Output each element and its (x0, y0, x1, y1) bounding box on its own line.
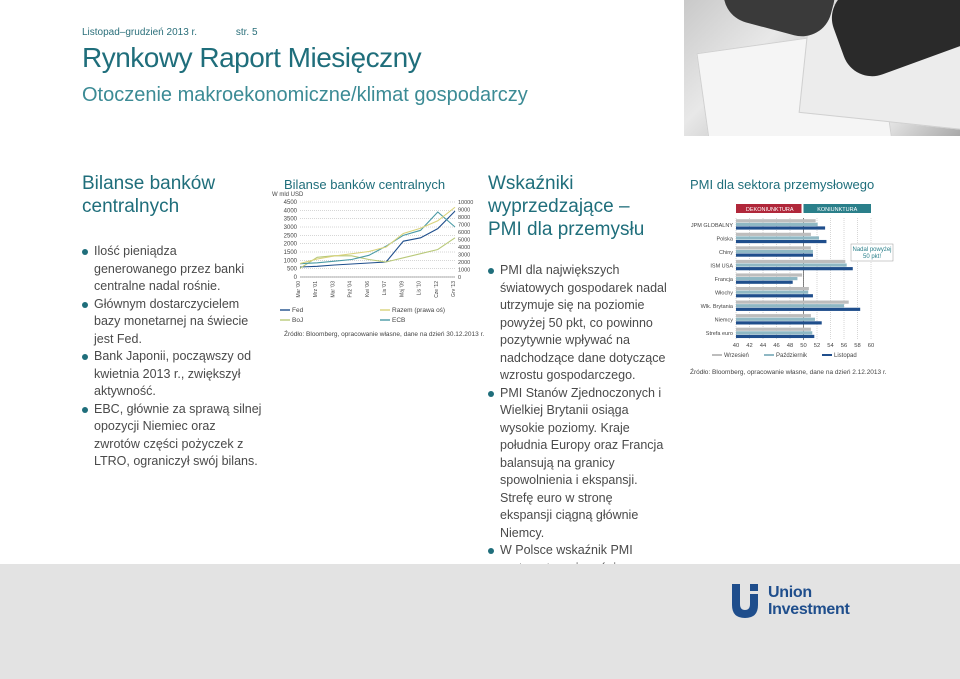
x-tick-label: 48 (786, 343, 794, 349)
section-heading-pmi: Wskaźniki wyprzedzające – PMI dla przemysłu (488, 173, 645, 240)
band-label: KONIUNKTURA (817, 207, 858, 213)
bar-październik (736, 277, 797, 280)
legend-label: BoJ (292, 317, 304, 324)
y2-tick-label: 2000 (458, 260, 471, 266)
x-tick-label: 40 (732, 343, 740, 349)
page-header-meta (82, 27, 294, 38)
category-label: Francja (714, 277, 733, 283)
bar-wrzesień (736, 233, 811, 236)
y-tick-label: 500 (286, 266, 297, 273)
legend-label: Wrzesień (724, 353, 749, 359)
union-investment-logo-icon (726, 580, 760, 620)
balances-bullet-list (82, 243, 262, 471)
x-tick-label: 54 (827, 343, 834, 349)
y2-tick-label: 3000 (458, 252, 471, 259)
list-item: W Polsce wskaźnik PMI (488, 542, 668, 577)
list-item: PMI dla największych światowych gospodarek nadal utrzymuje się na poziomie powyżej 50 pkt, co powinno pozytywnie wpływać na nadchodzące dane dotyczące wzrostu gospodarczego. (488, 262, 668, 385)
x-tick-label: Paź '04 (347, 281, 354, 298)
bar-wrzesień (736, 301, 849, 304)
band-label: DEKONIUNKTURA (745, 207, 794, 213)
x-tick-label: 58 (854, 343, 861, 349)
bar-wrzesień (736, 273, 802, 276)
x-tick-label: Mrz '01 (313, 281, 320, 298)
page-title: Rynkowy Raport Miesięczny (82, 42, 422, 73)
list-item: Głównym dostarczycielem bazy monetarnej na świecie jest Fed. (82, 296, 262, 349)
callout-text: 50 pkt! (862, 254, 882, 260)
y2-tick-label: 10000 (458, 200, 474, 206)
list-item: Bank Japonii, począwszy od kwietnia 2013 r., zwiększył aktywność. (82, 348, 262, 401)
bar-listopad (736, 254, 813, 257)
section-heading-balances: Bilanse banków centralnych (82, 173, 216, 217)
list-item: PMI Stanów Zjednoczonych i Wielkiej Brytanii osiąga wysokie poziomy. Kraje południa Europy oraz Francja balansują na granicy spowolnienia i ekspansji. Strefę euro w stronę ekspansji ciągną głównie Niemcy. (488, 385, 668, 543)
y-tick-label: 1500 (283, 250, 297, 256)
list-item: EBC, głównie za sprawą silnej opozycji Niemiec oraz zwrotów części pożyczek z LTRO, ograniczył swój bilans. (82, 401, 262, 471)
bar-wrzesień (736, 328, 811, 331)
x-tick-label: Lis '10 (416, 281, 423, 296)
series-line-4 (300, 207, 455, 263)
list-item: Ilość pieniądza generowanego przez banki centralne nadal rośnie. (82, 243, 262, 296)
x-tick-label: 60 (867, 343, 875, 349)
x-tick-label: Mar '00 (296, 281, 302, 298)
y-tick-label: 3000 (283, 225, 297, 231)
x-tick-label: 52 (813, 343, 821, 349)
legend-label: Razem (prawa oś) (392, 307, 446, 314)
bar-październik (736, 304, 844, 307)
logo-line-2: Investment (768, 601, 850, 618)
series-line-3 (300, 212, 455, 264)
x-tick-label: 50 (800, 343, 807, 349)
x-tick-label: Cze '12 (433, 281, 440, 298)
x-tick-label: Kwi '06 (364, 281, 371, 297)
bar-listopad (736, 321, 822, 324)
y-tick-label: 3500 (283, 216, 297, 223)
central-bank-balances-chart (270, 190, 480, 335)
callout-text: Nadal powyżej (852, 247, 892, 253)
page-subtitle: Otoczenie makroekonomiczne/klimat gospodarczy (82, 84, 528, 106)
x-tick-label: Mar '03 (330, 281, 337, 298)
y2-tick-label: 6000 (458, 230, 471, 236)
y-tick-label: 4000 (283, 208, 297, 215)
category-label: Włochy (714, 290, 733, 297)
y-tick-label: 0 (293, 275, 297, 281)
page-number: str. 5 (235, 27, 258, 38)
x-tick-label: 56 (840, 343, 848, 349)
y2-tick-label: 7000 (458, 222, 471, 229)
legend-label: Fed (292, 307, 304, 314)
y2-tick-label: 0 (458, 275, 462, 281)
category-label: Wlk. Brytania (700, 304, 733, 311)
bar-październik (736, 291, 808, 294)
newspaper-photo (684, 0, 960, 136)
y2-tick-label: 4000 (458, 245, 471, 251)
x-tick-label: Maj '09 (399, 281, 406, 297)
bar-październik (736, 223, 818, 226)
bar-październik (736, 236, 819, 239)
bar-październik (736, 331, 812, 334)
bar-listopad (736, 335, 814, 338)
y2-tick-label: 8000 (458, 215, 471, 221)
bar-listopad (736, 294, 813, 297)
chart-title-balances: Bilanse banków centralnych (284, 177, 446, 192)
y-axis-label: W mld USD (272, 192, 304, 198)
legend-label: Listopad (834, 353, 857, 359)
y-tick-label: 2500 (283, 233, 297, 240)
issue-date: Listopad–grudzień 2013 r. (82, 27, 198, 38)
legend-label: ECB (392, 317, 406, 324)
series-line-2 (300, 238, 455, 269)
pmi-bar-chart (686, 200, 906, 365)
union-investment-logo (726, 578, 886, 628)
bar-listopad (736, 226, 825, 229)
category-label: Chiny (718, 249, 733, 256)
y2-tick-label: 1000 (458, 267, 471, 274)
logo-line-1: Union (768, 584, 812, 601)
bar-listopad (736, 240, 826, 243)
y-tick-label: 2000 (283, 241, 297, 248)
x-tick-label: 44 (759, 343, 767, 349)
bar-wrzesień (736, 314, 811, 317)
category-label: ISM USA (710, 263, 733, 270)
bar-październik (736, 318, 815, 321)
y2-tick-label: 5000 (458, 237, 471, 244)
legend-label: Październik (776, 353, 808, 359)
pmi-bullet-list (488, 262, 668, 577)
bar-wrzesień (736, 246, 811, 249)
x-tick-label: 46 (773, 343, 780, 349)
y-tick-label: 1000 (283, 258, 297, 265)
y-tick-label: 4500 (283, 200, 297, 206)
bar-październik (736, 250, 813, 253)
series-line-1 (300, 211, 455, 267)
chart-source-balances: Źródło: Bloomberg, opracowanie własne, dane na dzień 30.12.2013 r. (284, 331, 485, 338)
chart-source-pmi: Źródło: Bloomberg, opracowanie własne, dane na dzień 2.12.2013 r. (690, 369, 887, 376)
bar-listopad (736, 308, 860, 311)
category-label: Niemcy (714, 317, 733, 324)
bar-październik (736, 263, 847, 266)
category-label: Polska (716, 236, 733, 243)
y2-tick-label: 9000 (458, 207, 471, 214)
bar-listopad (736, 281, 793, 284)
x-tick-label: Grv '13 (451, 281, 457, 297)
bar-wrzesień (736, 287, 809, 290)
category-label: JPM GLOBALNY (690, 222, 733, 229)
x-tick-label: 42 (746, 343, 753, 349)
bar-wrzesień (736, 219, 816, 222)
category-label: Strefa euro (705, 331, 733, 338)
bar-wrzesień (736, 260, 845, 263)
x-tick-label: Lis '07 (382, 281, 389, 296)
bar-listopad (736, 267, 853, 270)
chart-title-pmi: PMI dla sektora przemysłowego (690, 177, 875, 192)
